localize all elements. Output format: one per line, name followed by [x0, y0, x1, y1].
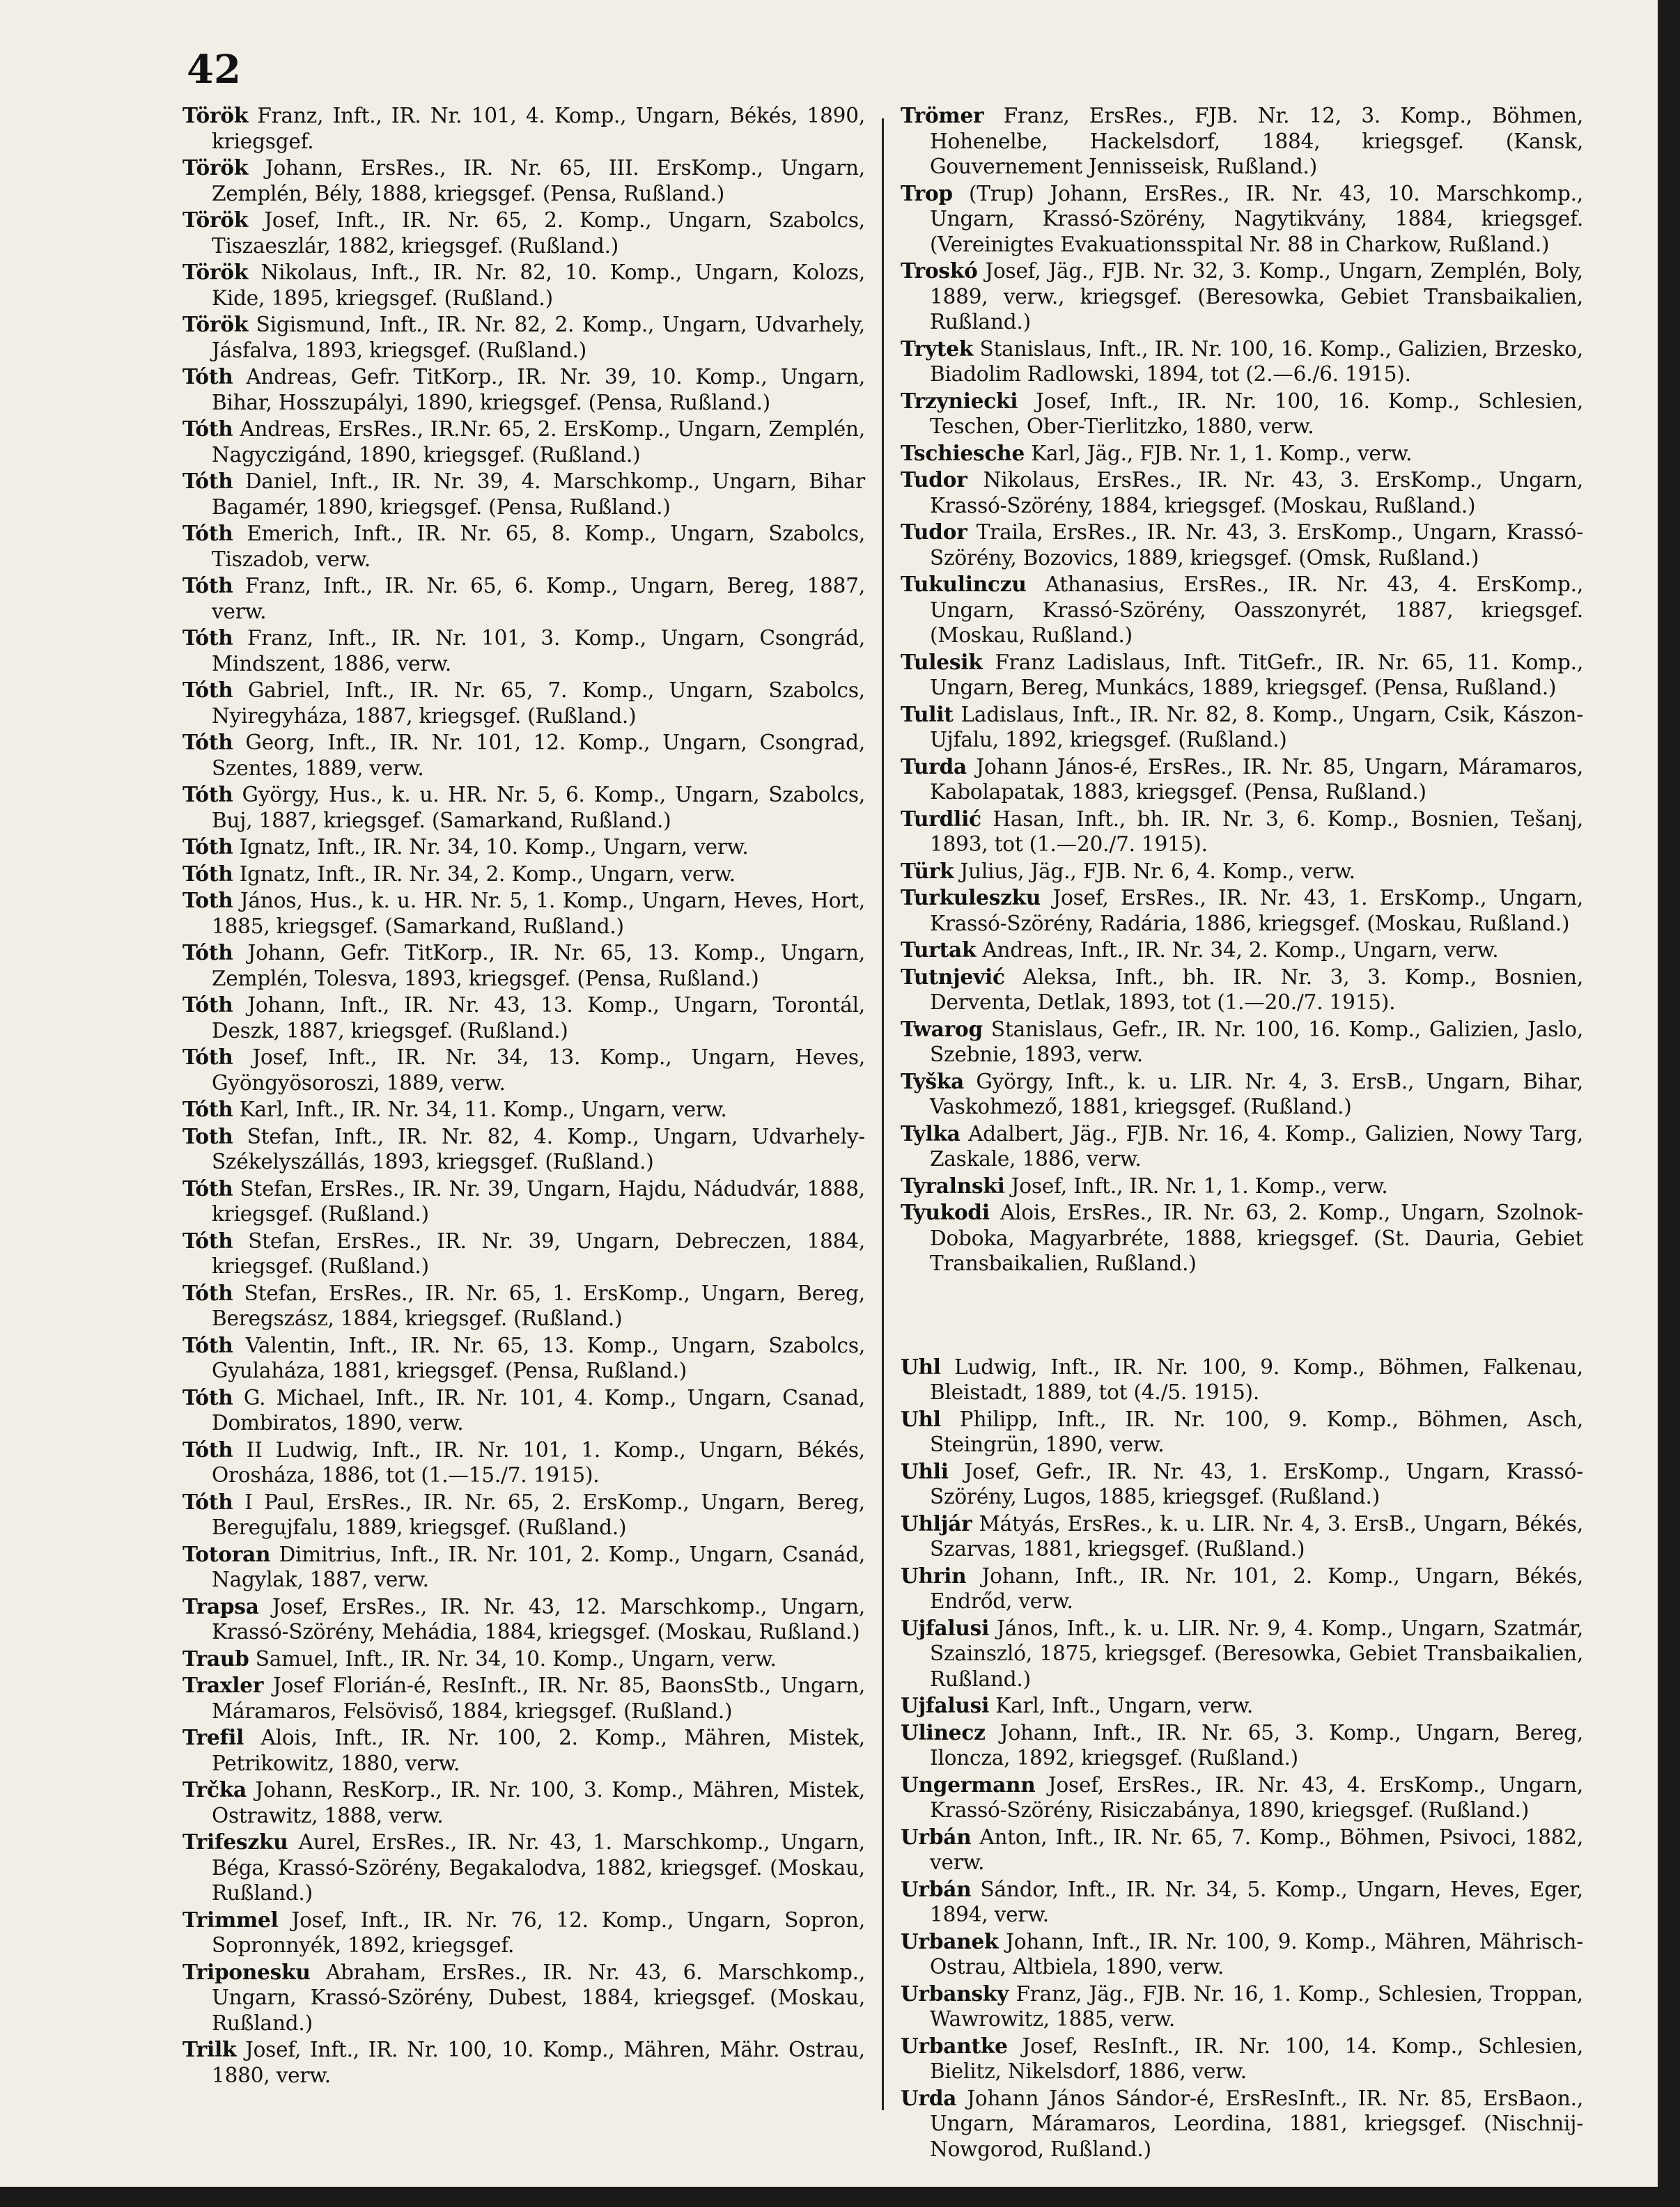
right-column-u-section	[901, 1355, 1583, 2162]
register-entry	[901, 1720, 1583, 1771]
entry-details: Stanislaus, Inft., IR. Nr. 100, 16. Komp., Galizien, Brzesko, Biadolim Radlowski, 1894, tot (2.—6./6. 1915).	[930, 336, 1583, 386]
entry-surname: Tóth	[182, 1228, 233, 1253]
entry-details: Josef, Inft., IR. Nr. 100, 16. Komp., Schlesien, Teschen, Ober-Tierlitzko, 1880, verw.	[930, 389, 1583, 438]
entry-details: G. Michael, Inft., IR. Nr. 101, 4. Komp., Ungarn, Csanad, Dombiratos, 1890, verw.	[212, 1385, 865, 1435]
entry-surname: Turtak	[901, 937, 977, 962]
entry-details: Franz, ErsRes., FJB. Nr. 12, 3. Komp., Böhmen, Hohenelbe, Hackelsdorf, 1884, kriegsgef. (Kansk, Gouvernement Jennisseisk, Rußland.)	[930, 104, 1583, 178]
entry-surname: Uhl	[901, 1354, 941, 1379]
register-entry	[901, 1511, 1583, 1562]
entry-surname: Tóth	[182, 1385, 233, 1410]
entry-details: János, Inft., k. u. LIR. Nr. 9, 4. Komp., Ungarn, Szatmár, Szainszló, 1875, kriegsgef. (Beresowka, Gebiet Transbaikalien, Rußland.)	[930, 1616, 1583, 1691]
entry-surname: Török	[182, 103, 249, 127]
entry-surname: Tóth	[182, 834, 233, 859]
register-entry	[901, 1772, 1583, 1823]
entry-surname: Tudor	[901, 467, 967, 492]
entry-details: Andreas, Gefr. TitKorp., IR. Nr. 39, 10. Komp., Ungarn, Bihar, Hosszupályi, 1890, kriegsgef. (Pensa, Rußland.)	[212, 365, 865, 414]
entry-surname: Tóth	[182, 992, 233, 1017]
entry-surname: Tóth	[182, 1176, 233, 1201]
entry-surname: Urbán	[901, 1824, 972, 1849]
entry-details: Josef, Inft., IR. Nr. 34, 13. Komp., Ungarn, Heves, Gyöngyösoroszi, 1889, verw.	[212, 1045, 865, 1095]
entry-details: Johann, ResKorp., IR. Nr. 100, 3. Komp., Mähren, Mistek, Ostrawitz, 1888, verw.	[212, 1778, 865, 1827]
entry-details: Josef, ErsRes., IR. Nr. 43, 12. Marschkomp., Ungarn, Krassó-Szörény, Mehádia, 1884, kriegsgef. (Moskau, Rußland.)	[212, 1594, 865, 1644]
columns	[182, 103, 1626, 2163]
entry-details: Franz, Inft., IR. Nr. 65, 6. Komp., Ungarn, Bereg, 1887, verw.	[212, 574, 865, 623]
entry-details: Gabriel, Inft., IR. Nr. 65, 7. Komp., Ungarn, Szabolcs, Nyiregyháza, 1887, kriegsgef. (Rußland.)	[212, 678, 865, 728]
entry-details: Johann, ErsRes., IR. Nr. 65, III. ErsKomp., Ungarn, Zemplén, Bély, 1888, kriegsgef. (Pensa, Rußland.)	[212, 156, 865, 205]
register-entry	[182, 940, 865, 991]
entry-surname: Uhrin	[901, 1563, 967, 1588]
section-gap	[901, 1278, 1583, 1355]
register-entry	[901, 1173, 1583, 1199]
register-entry	[901, 702, 1583, 753]
register-entry	[182, 861, 865, 887]
register-entry	[182, 573, 865, 624]
entry-surname: Tylka	[901, 1121, 960, 1146]
entry-details: Josef, ResInft., IR. Nr. 100, 14. Komp., Schlesien, Bielitz, Nikelsdorf, 1886, verw.	[930, 2034, 1583, 2083]
entry-surname: Toth	[182, 888, 233, 912]
entry-surname: Tóth	[182, 573, 233, 598]
entry-details: Ignatz, Inft., IR. Nr. 34, 2. Komp., Ungarn, verw.	[233, 861, 736, 886]
register-entry	[182, 1646, 865, 1672]
register-entry	[901, 1407, 1583, 1458]
entry-details: György, Hus., k. u. HR. Nr. 5, 6. Komp., Ungarn, Szabolcs, Buj, 1887, kriegsgef. (Samarkand, Rußland.)	[212, 783, 865, 832]
entry-details: Ladislaus, Inft., IR. Nr. 82, 8. Komp., Ungarn, Csik, Kászon-Ujfalu, 1892, kriegsgef. (Rußland.)	[930, 702, 1583, 751]
register-entry	[901, 336, 1583, 387]
entry-surname: Tóth	[182, 416, 233, 441]
entry-details: Dimitrius, Inft., IR. Nr. 101, 2. Komp., Ungarn, Csanád, Nagylak, 1887, verw.	[212, 1542, 865, 1591]
entry-details: Stanislaus, Gefr., IR. Nr. 100, 16. Komp., Galizien, Jaslo, Szebnie, 1893, verw.	[930, 1017, 1583, 1066]
register-entry	[182, 834, 865, 860]
register-entry	[901, 520, 1583, 570]
entry-surname: Tudor	[901, 520, 967, 544]
register-entry	[182, 1725, 865, 1776]
register-entry	[182, 103, 865, 154]
entry-surname: Török	[182, 312, 249, 336]
entry-details: Abraham, ErsRes., IR. Nr. 43, 6. Marschkomp., Ungarn, Krassó-Szörény, Dubest, 1884, kriegsgef. (Moskau, Rußland.)	[212, 1960, 865, 2035]
entry-surname: Tulesik	[901, 649, 983, 674]
entry-details: Josef, Jäg., FJB. Nr. 32, 3. Komp., Ungarn, Zemplén, Boly, 1889, verw., kriegsgef. (Beresowka, Gebiet Transbaikalien, Rußland.)	[930, 259, 1583, 334]
entry-surname: Urbantke	[901, 2033, 1008, 2058]
entry-surname: Uhli	[901, 1458, 949, 1483]
entry-surname: Ujfalusi	[901, 1693, 990, 1717]
entry-details: Ludwig, Inft., IR. Nr. 100, 9. Komp., Böhmen, Falkenau, Bleistadt, 1889, tot (4./5. 1915).	[930, 1355, 1583, 1404]
entry-surname: Urbán	[901, 1876, 972, 1901]
register-entry	[901, 806, 1583, 857]
page-number: 42	[187, 47, 241, 93]
register-entry	[901, 1825, 1583, 1875]
register-entry	[901, 181, 1583, 258]
entry-surname: Toth	[182, 1123, 233, 1148]
entry-surname: Tóth	[182, 1332, 233, 1357]
entry-surname: Triponesku	[182, 1959, 311, 1984]
entry-surname: Trilk	[182, 2037, 237, 2061]
entry-details: Nikolaus, ErsRes., IR. Nr. 43, 3. ErsKomp., Ungarn, Krassó-Szörény, 1884, kriegsgef. (Moskau, Rußland.)	[930, 468, 1583, 517]
register-entry	[182, 1124, 865, 1175]
register-entry	[901, 885, 1583, 936]
register-entry	[901, 441, 1583, 467]
register-entry	[901, 1121, 1583, 1172]
entry-surname: Trop	[901, 180, 953, 205]
entry-surname: Trapsa	[182, 1593, 259, 1619]
entry-details: Stefan, ErsRes., IR. Nr. 39, Ungarn, Hajdu, Nádudvár, 1888, kriegsgef. (Rußland.)	[212, 1176, 865, 1226]
entry-surname: Uhljár	[901, 1511, 972, 1536]
register-entry	[901, 1616, 1583, 1692]
entry-details: János, Hus., k. u. HR. Nr. 5, 1. Komp., Ungarn, Heves, Hort, 1885, kriegsgef. (Samarkand, Rußland.)	[212, 889, 865, 938]
entry-details: Athanasius, ErsRes., IR. Nr. 43, 4. ErsKomp., Ungarn, Krassó-Szörény, Oasszonyrét, 1887, kriegsgef. (Moskau, Rußland.)	[930, 572, 1583, 647]
register-entry	[182, 992, 865, 1043]
entry-details: Samuel, Inft., IR. Nr. 34, 10. Komp., Ungarn, verw.	[249, 1646, 777, 1671]
entry-surname: Twarog	[901, 1016, 983, 1041]
entry-details: Johann, Inft., IR. Nr. 43, 13. Komp., Ungarn, Torontál, Deszk, 1887, kriegsgef. (Rußland.)	[212, 993, 865, 1043]
entry-surname: Trömer	[901, 103, 984, 127]
entry-details: Karl, Inft., Ungarn, verw.	[989, 1694, 1254, 1717]
entry-surname: Török	[182, 208, 249, 232]
register-entry	[182, 416, 865, 467]
entry-details: Aleksa, Inft., bh. IR. Nr. 3, 3. Komp., Bosnien, Derventa, Detlak, 1893, tot (1.—20./7. 1915).	[930, 965, 1583, 1014]
entry-surname: Trefil	[182, 1725, 244, 1749]
entry-surname: Trzyniecki	[901, 388, 1018, 413]
entry-surname: Tóth	[182, 861, 233, 886]
entry-details: Valentin, Inft., IR. Nr. 65, 13. Komp., Ungarn, Szabolcs, Gyulaháza, 1881, kriegsgef. (Pensa, Rußland.)	[212, 1333, 865, 1382]
entry-details: Andreas, ErsRes., IR.Nr. 65, 2. ErsKomp., Ungarn, Zemplén, Nagyczigánd, 1890, kriegsgef. (Rußland.)	[212, 417, 865, 467]
entry-details: Nikolaus, Inft., IR. Nr. 82, 10. Komp., Ungarn, Kolozs, Kide, 1895, kriegsgef. (Rußland.)	[212, 260, 865, 310]
register-entry	[901, 1355, 1583, 1405]
entry-details: Daniel, Inft., IR. Nr. 39, 4. Marschkomp., Ungarn, Bihar Bagamér, 1890, kriegsgef. (Pensa, Rußland.)	[212, 469, 865, 519]
entry-surname: Tóth	[182, 625, 233, 650]
entry-surname: Tyralnski	[901, 1173, 1005, 1198]
register-entry	[182, 1229, 865, 1279]
entry-surname: Tóth	[182, 1045, 233, 1069]
left-column	[182, 103, 865, 2089]
entry-details: Alois, Inft., IR. Nr. 100, 2. Komp., Mähren, Mistek, Petrikowitz, 1880, verw.	[212, 1726, 865, 1775]
entry-details: I Paul, ErsRes., IR. Nr. 65, 2. ErsKomp., Ungarn, Bereg, Beregujfalu, 1889, kriegsgef. (Rußland.)	[212, 1490, 865, 1539]
register-entry	[182, 1908, 865, 1958]
register-entry	[182, 1045, 865, 1095]
entry-details: György, Inft., k. u. LIR. Nr. 4, 3. ErsB., Ungarn, Bihar, Vaskohmező, 1881, kriegsgef. (Rußland.)	[930, 1069, 1583, 1118]
register-entry	[182, 1490, 865, 1541]
entry-surname: Tóth	[182, 782, 233, 806]
entry-surname: Tóth	[182, 678, 233, 702]
register-entry	[182, 1437, 865, 1488]
entry-details: Johann János-é, ErsRes., IR. Nr. 85, Ungarn, Máramaros, Kabolapatak, 1883, kriegsgef. (Pensa, Rußland.)	[930, 754, 1583, 804]
register-entry	[182, 312, 865, 363]
entry-surname: Urbanek	[901, 1928, 999, 1953]
entry-surname: Tukulinczu	[901, 572, 1027, 596]
entry-details: Johann, Gefr. TitKorp., IR. Nr. 65, 13. Komp., Ungarn, Zemplén, Tolesva, 1893, kriegsgef. (Pensa, Rußland.)	[212, 941, 865, 990]
entry-details: Andreas, Inft., IR. Nr. 34, 2. Komp., Ungarn, verw.	[976, 938, 1499, 962]
register-entry	[901, 1017, 1583, 1068]
register-entry	[901, 389, 1583, 439]
entry-surname: Trčka	[182, 1777, 247, 1802]
right-column-t-section	[901, 103, 1583, 1277]
register-entry	[182, 1385, 865, 1436]
register-entry	[182, 678, 865, 728]
entry-details: Johann, Inft., IR. Nr. 101, 2. Komp., Ungarn, Békés, Endrőd, verw.	[930, 1563, 1583, 1613]
entry-surname: Uhl	[901, 1406, 941, 1431]
entry-details: Stefan, ErsRes., IR. Nr. 39, Ungarn, Debreczen, 1884, kriegsgef. (Rußland.)	[212, 1229, 865, 1278]
entry-details: Stefan, Inft., IR. Nr. 82, 4. Komp., Ungarn, Udvarhely-Székelyszállás, 1893, kriegsgef. (Rußland.)	[212, 1124, 865, 1173]
register-entry	[182, 1960, 865, 2036]
entry-details: Sigismund, Inft., IR. Nr. 82, 2. Komp., Ungarn, Udvarhely, Jásfalva, 1893, kriegsgef. (Rußland.)	[212, 313, 865, 362]
entry-surname: Tóth	[182, 730, 233, 754]
entry-details: Philipp, Inft., IR. Nr. 100, 9. Komp., Böhmen, Asch, Steingrün, 1890, verw.	[930, 1407, 1583, 1456]
register-entry	[901, 2086, 1583, 2162]
entry-details: Georg, Inft., IR. Nr. 101, 12. Komp., Ungarn, Csongrad, Szentes, 1889, verw.	[212, 731, 865, 780]
entry-surname: Tóth	[182, 521, 233, 545]
register-entry	[901, 2034, 1583, 2084]
register-entry	[182, 2037, 865, 2088]
entry-surname: Totoran	[182, 1541, 271, 1566]
entry-details: Alois, ErsRes., IR. Nr. 63, 2. Komp., Ungarn, Szolnok-Doboka, Magyarbréte, 1888, kriegsgef. (St. Dauria, Gebiet Transbaikalien, Rußland.)	[930, 1201, 1583, 1275]
entry-surname: Trifeszku	[182, 1830, 288, 1854]
entry-details: Ignatz, Inft., IR. Nr. 34, 10. Komp., Ungarn, verw.	[233, 835, 749, 859]
entry-surname: Tóth	[182, 364, 233, 389]
register-entry	[182, 1333, 865, 1384]
right-column	[901, 103, 1583, 2163]
entry-surname: Tóth	[182, 940, 233, 965]
entry-surname: Tschiesche	[901, 440, 1025, 465]
entry-details: Josef, Inft., IR. Nr. 76, 12. Komp., Ungarn, Sopron, Sopronnyék, 1892, kriegsgef.	[212, 1908, 865, 1957]
register-entry	[182, 1097, 865, 1123]
register-entry	[901, 1693, 1583, 1719]
entry-surname: Tóth	[182, 469, 233, 493]
entry-surname: Tutnjević	[901, 964, 1005, 989]
entry-details: Traila, ErsRes., IR. Nr. 43, 3. ErsKomp., Ungarn, Krassó-Szörény, Bozovics, 1889, kriegsgef. (Omsk, Rußland.)	[930, 520, 1583, 570]
entry-details: Anton, Inft., IR. Nr. 65, 7. Komp., Böhmen, Psivoci, 1882, verw.	[930, 1825, 1583, 1874]
entry-surname: Tóth	[182, 1280, 233, 1305]
entry-details: Franz, Jäg., FJB. Nr. 16, 1. Komp., Schlesien, Troppan, Wawrowitz, 1885, verw.	[930, 1981, 1583, 2031]
entry-surname: Troskó	[901, 258, 978, 283]
entry-surname: Urbansky	[901, 1981, 1009, 2006]
entry-details: Hasan, Inft., bh. IR. Nr. 3, 6. Komp., Bosnien, Tešanj, 1893, tot (1.—20./7. 1915).	[930, 806, 1583, 856]
register-entry	[182, 730, 865, 781]
entry-surname: Turda	[901, 754, 967, 779]
entry-surname: Tyukodi	[901, 1200, 990, 1224]
entry-surname: Urda	[901, 2085, 957, 2110]
entry-surname: Tóth	[182, 1489, 233, 1514]
entry-details: II Ludwig, Inft., IR. Nr. 101, 1. Komp., Ungarn, Békés, Orosháza, 1886, tot (1.—15./7. 1915).	[212, 1437, 865, 1487]
register-entry	[182, 260, 865, 311]
entry-details: Josef, ErsRes., IR. Nr. 43, 4. ErsKomp., Ungarn, Krassó-Szörény, Risiczabánya, 1890, kriegsgef. (Rußland.)	[930, 1772, 1583, 1822]
entry-details: Josef Florián-é, ResInft., IR. Nr. 85, BaonsStb., Ungarn, Máramaros, Felsöviső, 1884, kriegsgef. (Rußland.)	[212, 1674, 865, 1723]
entry-surname: Ujfalusi	[901, 1615, 990, 1640]
entry-details: Johann János Sándor-é, ErsResInft., IR. Nr. 85, ErsBaon., Ungarn, Máramaros, Leordina, 1881, kriegsgef. (Nischnij-Nowgorod, Rußland.)	[930, 2086, 1583, 2161]
register-entry	[901, 650, 1583, 701]
register-entry	[182, 521, 865, 572]
entry-surname: Trytek	[901, 336, 974, 361]
entry-surname: Turdlić	[901, 806, 981, 831]
entry-details: Aurel, ErsRes., IR. Nr. 43, 1. Marschkomp., Ungarn, Béga, Krassó-Szörény, Begakalodva, 1882, kriegsgef. (Moskau, Rußland.)	[212, 1830, 865, 1905]
entry-details: Franz Ladislaus, Inft. TitGefr., IR. Nr. 65, 11. Komp., Ungarn, Bereg, Munkács, 1889, kriegsgef. (Pensa, Rußland.)	[930, 650, 1583, 699]
entry-surname: Ungermann	[901, 1772, 1036, 1797]
register-entry	[182, 1176, 865, 1227]
register-entry	[901, 103, 1583, 180]
column-divider	[882, 118, 884, 2110]
entry-surname: Tyška	[901, 1068, 965, 1093]
register-entry	[182, 1673, 865, 1724]
entry-details: Johann, Inft., IR. Nr. 65, 3. Komp., Ungarn, Bereg, Iloncza, 1892, kriegsgef. (Rußland.)	[930, 1720, 1583, 1770]
register-entry	[901, 1069, 1583, 1120]
entry-surname: Ulinecz	[901, 1719, 986, 1745]
entry-details: Josef, Inft., IR. Nr. 100, 10. Komp., Mähren, Mähr. Ostrau, 1880, verw.	[212, 2038, 865, 2087]
entry-details: Josef, Inft., IR. Nr. 65, 2. Komp., Ungarn, Szabolcs, Tiszaeszlár, 1882, kriegsgef. (Rußland.)	[212, 208, 865, 258]
entry-surname: Traub	[182, 1646, 249, 1671]
register-entry	[182, 782, 865, 833]
entry-surname: Tulit	[901, 701, 954, 726]
entry-details: Karl, Inft., IR. Nr. 34, 11. Komp., Ungarn, verw.	[233, 1098, 727, 1121]
register-entry	[182, 625, 865, 676]
register-entry	[182, 1777, 865, 1828]
entry-details: Mátyás, ErsRes., k. u. LIR. Nr. 4, 3. ErsB., Ungarn, Békés, Szarvas, 1881, kriegsgef. (Rußland.)	[930, 1511, 1583, 1561]
entry-surname: Török	[182, 260, 249, 284]
register-entry	[182, 888, 865, 939]
register-entry	[182, 364, 865, 415]
entry-details: (Trup) Johann, ErsRes., IR. Nr. 43, 10. Marschkomp., Ungarn, Krassó-Szörény, Nagytikvány, 1884, kriegsgef. (Vereinigtes Evakuationsspital Nr. 88 in Charkow, Rußland.)	[930, 181, 1583, 256]
entry-details: Sándor, Inft., IR. Nr. 34, 5. Komp., Ungarn, Heves, Eger, 1894, verw.	[930, 1877, 1583, 1926]
register-entry	[182, 1542, 865, 1593]
register-entry	[901, 1200, 1583, 1277]
entry-surname: Turkuleszku	[901, 885, 1041, 910]
entry-surname: Tóth	[182, 1097, 233, 1121]
register-entry	[901, 1877, 1583, 1928]
register-entry	[182, 469, 865, 520]
register-entry	[901, 467, 1583, 518]
entry-surname: Traxler	[182, 1673, 264, 1697]
entry-details: Karl, Jäg., FJB. Nr. 1, 1. Komp., verw.	[1025, 441, 1413, 465]
entry-details: Johann, Inft., IR. Nr. 100, 9. Komp., Mähren, Mährisch-Ostrau, Altbiela, 1890, verw.	[930, 1929, 1583, 1979]
entry-surname: Tóth	[182, 1437, 233, 1462]
entry-details: Josef, ErsRes., IR. Nr. 43, 1. ErsKomp., Ungarn, Krassó-Szörény, Radária, 1886, kriegsgef. (Moskau, Rußland.)	[930, 886, 1583, 935]
register-entry	[901, 572, 1583, 648]
register-entry	[901, 1563, 1583, 1614]
entry-details: Josef, Inft., IR. Nr. 1, 1. Komp., verw.	[1004, 1173, 1388, 1198]
entry-surname: Türk	[901, 858, 954, 883]
register-entry	[901, 1981, 1583, 2032]
register-entry	[901, 1929, 1583, 1980]
entry-details: Emerich, Inft., IR. Nr. 65, 8. Komp., Ungarn, Szabolcs, Tiszadob, verw.	[212, 522, 865, 571]
register-entry	[182, 1830, 865, 1906]
register-entry	[182, 155, 865, 206]
register-entry	[901, 754, 1583, 805]
register-entry	[182, 208, 865, 258]
register-entry	[901, 859, 1583, 884]
register-entry	[182, 1281, 865, 1332]
entry-surname: Trimmel	[182, 1907, 279, 1932]
entry-surname: Török	[182, 155, 249, 180]
register-entry	[182, 1594, 865, 1645]
register-entry	[901, 258, 1583, 335]
entry-details: Josef, Gefr., IR. Nr. 43, 1. ErsKomp., Ungarn, Krassó-Szörény, Lugos, 1885, kriegsgef. (Rußland.)	[930, 1459, 1583, 1508]
entry-details: Franz, Inft., IR. Nr. 101, 3. Komp., Ungarn, Csongrád, Mindszent, 1886, verw.	[212, 626, 865, 676]
entry-details: Adalbert, Jäg., FJB. Nr. 16, 4. Komp., Galizien, Nowy Targ, Zaskale, 1886, verw.	[930, 1121, 1583, 1171]
register-entry	[901, 1459, 1583, 1510]
entry-details: Julius, Jäg., FJB. Nr. 6, 4. Komp., verw.	[954, 859, 1355, 883]
register-entry	[901, 937, 1583, 963]
entry-details: Stefan, ErsRes., IR. Nr. 65, 1. ErsKomp., Ungarn, Bereg, Beregszász, 1884, kriegsgef. (Rußland.)	[212, 1281, 865, 1330]
register-entry	[901, 965, 1583, 1015]
entry-details: Franz, Inft., IR. Nr. 101, 4. Komp., Ungarn, Békés, 1890, kriegsgef.	[212, 104, 865, 153]
